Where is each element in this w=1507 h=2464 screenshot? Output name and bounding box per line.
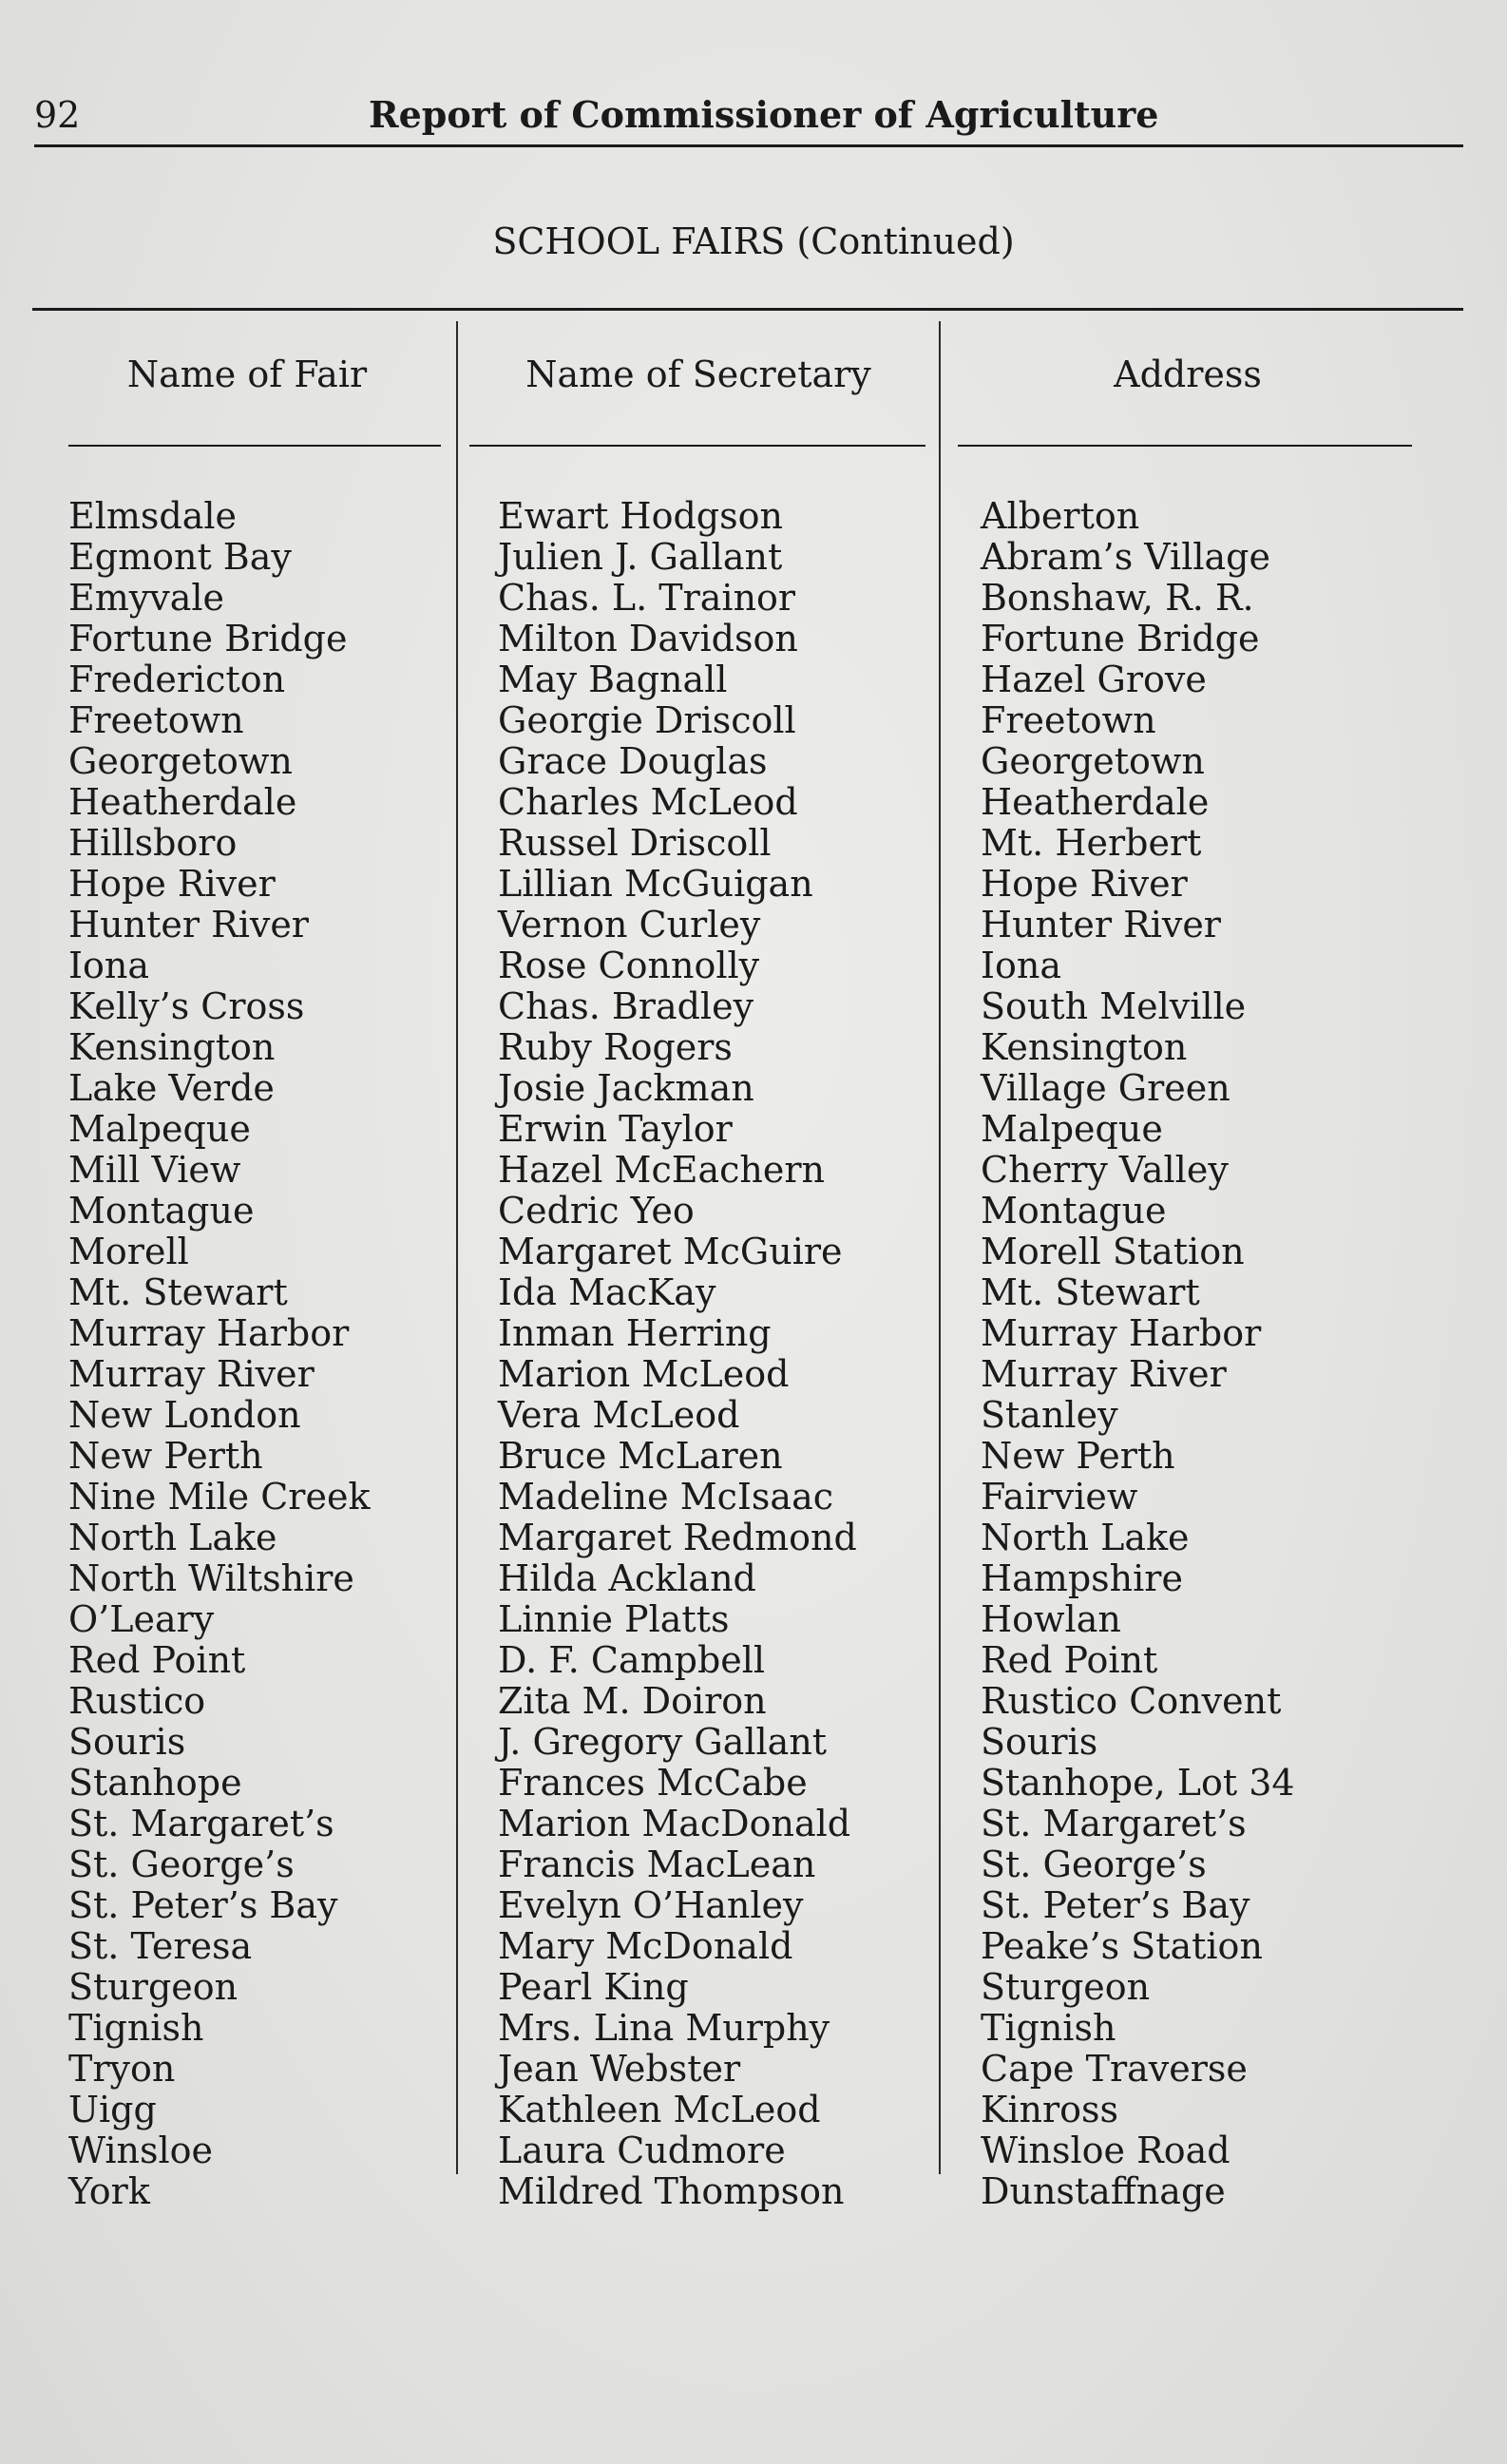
address-cell: Tignish: [981, 2007, 1116, 2049]
secretary-name-cell: Rose Connolly: [498, 945, 760, 986]
secretary-name-cell: Margaret McGuire: [498, 1231, 843, 1272]
address-cell: Freetown: [981, 699, 1156, 741]
fair-name-cell: Sturgeon: [68, 1966, 238, 2008]
fair-name-cell: Tryon: [68, 2048, 176, 2090]
fair-name-cell: O’Leary: [68, 1598, 215, 1640]
secretary-name-cell: Vernon Curley: [498, 904, 761, 945]
fair-name-cell: St. Teresa: [68, 1925, 253, 1967]
secretary-name-cell: Ida MacKay: [498, 1271, 716, 1313]
address-cell: Fairview: [981, 1476, 1138, 1518]
fair-name-cell: Tignish: [68, 2007, 204, 2049]
secretary-name-cell: Mildred Thompson: [498, 2170, 845, 2212]
address-cell: Peake’s Station: [981, 1925, 1263, 1967]
secretary-name-cell: Jean Webster: [498, 2048, 741, 2090]
address-cell: Malpeque: [981, 1108, 1163, 1150]
secretary-name-cell: Chas. L. Trainor: [498, 577, 796, 619]
secretary-name-cell: D. F. Campbell: [498, 1639, 766, 1681]
address-cell: South Melville: [981, 985, 1247, 1027]
address-cell: Village Green: [981, 1067, 1230, 1109]
address-cell: Mt. Herbert: [981, 822, 1202, 864]
address-cell: Alberton: [981, 495, 1140, 537]
secretary-name-cell: Grace Douglas: [498, 740, 768, 782]
address-column: [981, 496, 1295, 2212]
fair-name-cell: Montague: [68, 1190, 255, 1232]
address-cell: Hope River: [981, 863, 1188, 905]
fair-name-cell: St. George’s: [68, 1843, 295, 1885]
secretary-name-cell: Kathleen McLeod: [498, 2089, 821, 2130]
fair-name-cell: Murray Harbor: [68, 1312, 350, 1354]
secretary-name-cell: Georgie Driscoll: [498, 699, 796, 741]
address-cell: North Lake: [981, 1517, 1190, 1558]
fair-name-cell: Souris: [68, 1721, 186, 1763]
fair-name-cell: New London: [68, 1394, 301, 1436]
address-cell: Bonshaw, R. R.: [981, 577, 1254, 619]
secretary-name-cell: Milton Davidson: [498, 618, 798, 659]
fair-name-cell: Mt. Stewart: [68, 1271, 288, 1313]
fair-name-cell: St. Peter’s Bay: [68, 1884, 338, 1926]
column-divider: [456, 321, 458, 2174]
address-cell: Georgetown: [981, 740, 1205, 782]
secretary-name-cell: Hilda Ackland: [498, 1557, 756, 1599]
address-cell: Hazel Grove: [981, 659, 1207, 700]
table-top-rule: [32, 308, 1463, 311]
header-underline: [958, 445, 1412, 447]
fair-name-cell: Malpeque: [68, 1108, 251, 1150]
fair-name-column: [68, 496, 370, 2212]
fair-name-cell: York: [68, 2170, 150, 2212]
fair-name-cell: Heatherdale: [68, 781, 297, 823]
address-cell: Kensington: [981, 1026, 1188, 1068]
fair-name-cell: Hope River: [68, 863, 276, 905]
column-header-fair: Name of Fair: [126, 353, 368, 395]
secretary-name-cell: May Bagnall: [498, 659, 728, 700]
secretary-name-cell: Madeline McIsaac: [498, 1476, 834, 1518]
secretary-name-cell: Lillian McGuigan: [498, 863, 813, 905]
fair-name-cell: Egmont Bay: [68, 536, 292, 578]
address-cell: Heatherdale: [981, 781, 1210, 823]
secretary-name-cell: Ewart Hodgson: [498, 495, 783, 537]
column-header-address: Address: [1114, 353, 1262, 395]
secretary-name-cell: Frances McCabe: [498, 1762, 808, 1804]
secretary-name-cell: Bruce McLaren: [498, 1435, 783, 1477]
fair-name-cell: Freetown: [68, 699, 244, 741]
secretary-column: [498, 496, 857, 2212]
secretary-name-cell: Vera McLeod: [498, 1394, 740, 1436]
fair-name-cell: Uigg: [68, 2089, 157, 2130]
fair-name-cell: Lake Verde: [68, 1067, 275, 1109]
fair-name-cell: Fortune Bridge: [68, 618, 348, 659]
header-underline: [68, 445, 441, 447]
secretary-name-cell: Ruby Rogers: [498, 1026, 733, 1068]
fair-name-cell: North Lake: [68, 1517, 277, 1558]
address-cell: Cape Traverse: [981, 2048, 1248, 2090]
address-cell: Murray Harbor: [981, 1312, 1262, 1354]
fair-name-cell: Rustico: [68, 1680, 206, 1722]
header-rule: [34, 144, 1463, 147]
address-cell: Dunstaffnage: [981, 2170, 1226, 2212]
address-cell: Iona: [981, 945, 1062, 986]
running-title: Report of Commissioner of Agriculture: [369, 93, 1159, 136]
secretary-name-cell: Zita M. Doiron: [498, 1680, 767, 1722]
address-cell: Mt. Stewart: [981, 1271, 1200, 1313]
fair-name-cell: Red Point: [68, 1639, 246, 1681]
secretary-name-cell: Evelyn O’Hanley: [498, 1884, 804, 1926]
secretary-name-cell: Chas. Bradley: [498, 985, 754, 1027]
address-cell: Rustico Convent: [981, 1680, 1282, 1722]
address-cell: Murray River: [981, 1353, 1227, 1395]
fair-name-cell: Elmsdale: [68, 495, 238, 537]
address-cell: Kinross: [981, 2089, 1119, 2130]
address-cell: Hampshire: [981, 1557, 1183, 1599]
address-cell: Red Point: [981, 1639, 1158, 1681]
secretary-name-cell: Erwin Taylor: [498, 1108, 733, 1150]
secretary-name-cell: Laura Cudmore: [498, 2130, 786, 2171]
page-number: 92: [34, 94, 81, 136]
address-cell: Winsloe Road: [981, 2130, 1230, 2171]
secretary-name-cell: Russel Driscoll: [498, 822, 772, 864]
secretary-name-cell: Linnie Platts: [498, 1598, 730, 1640]
fair-name-cell: Nine Mile Creek: [68, 1476, 371, 1518]
secretary-name-cell: Julien J. Gallant: [498, 536, 783, 578]
secretary-name-cell: Pearl King: [498, 1966, 689, 2008]
address-cell: Morell Station: [981, 1231, 1245, 1272]
fair-name-cell: Winsloe: [68, 2130, 214, 2171]
fair-name-cell: Mill View: [68, 1149, 241, 1191]
address-cell: Souris: [981, 1721, 1098, 1763]
fair-name-cell: New Perth: [68, 1435, 263, 1477]
secretary-name-cell: Charles McLeod: [498, 781, 798, 823]
secretary-name-cell: Josie Jackman: [498, 1067, 754, 1109]
address-cell: Sturgeon: [981, 1966, 1151, 2008]
secretary-name-cell: Cedric Yeo: [498, 1190, 695, 1232]
section-title: SCHOOL FAIRS (Continued): [492, 220, 1015, 262]
address-cell: Stanhope, Lot 34: [981, 1762, 1295, 1804]
address-cell: Abram’s Village: [981, 536, 1270, 578]
address-cell: St. George’s: [981, 1843, 1207, 1885]
fair-name-cell: Hillsboro: [68, 822, 238, 864]
header-underline: [469, 445, 925, 447]
secretary-name-cell: Francis MacLean: [498, 1843, 816, 1885]
address-cell: St. Peter’s Bay: [981, 1884, 1250, 1926]
address-cell: Howlan: [981, 1598, 1121, 1640]
address-cell: Montague: [981, 1190, 1167, 1232]
address-cell: Fortune Bridge: [981, 618, 1260, 659]
secretary-name-cell: Margaret Redmond: [498, 1517, 857, 1558]
address-cell: Cherry Valley: [981, 1149, 1229, 1191]
address-cell: St. Margaret’s: [981, 1803, 1247, 1844]
column-divider: [939, 321, 941, 2174]
secretary-name-cell: Mary McDonald: [498, 1925, 793, 1967]
secretary-name-cell: J. Gregory Gallant: [498, 1721, 828, 1763]
fair-name-cell: Stanhope: [68, 1762, 242, 1804]
fair-name-cell: North Wiltshire: [68, 1557, 354, 1599]
fair-name-cell: Georgetown: [68, 740, 293, 782]
fair-name-cell: Iona: [68, 945, 150, 986]
address-cell: Stanley: [981, 1394, 1118, 1436]
fair-name-cell: Morell: [68, 1231, 189, 1272]
secretary-name-cell: Inman Herring: [498, 1312, 772, 1354]
fair-name-cell: Fredericton: [68, 659, 286, 700]
fair-name-cell: Kelly’s Cross: [68, 985, 305, 1027]
secretary-name-cell: Hazel McEachern: [498, 1149, 826, 1191]
fair-name-cell: Kensington: [68, 1026, 276, 1068]
page-header: [34, 91, 1463, 148]
secretary-name-cell: Mrs. Lina Murphy: [498, 2007, 830, 2049]
address-cell: New Perth: [981, 1435, 1175, 1477]
fair-name-cell: Hunter River: [68, 904, 309, 945]
address-cell: Hunter River: [981, 904, 1221, 945]
column-header-secretary: Name of Secretary: [525, 353, 871, 395]
fair-name-cell: Emyvale: [68, 577, 225, 619]
fair-name-cell: St. Margaret’s: [68, 1803, 334, 1844]
fair-name-cell: Murray River: [68, 1353, 315, 1395]
secretary-name-cell: Marion McLeod: [498, 1353, 790, 1395]
secretary-name-cell: Marion MacDonald: [498, 1803, 851, 1844]
